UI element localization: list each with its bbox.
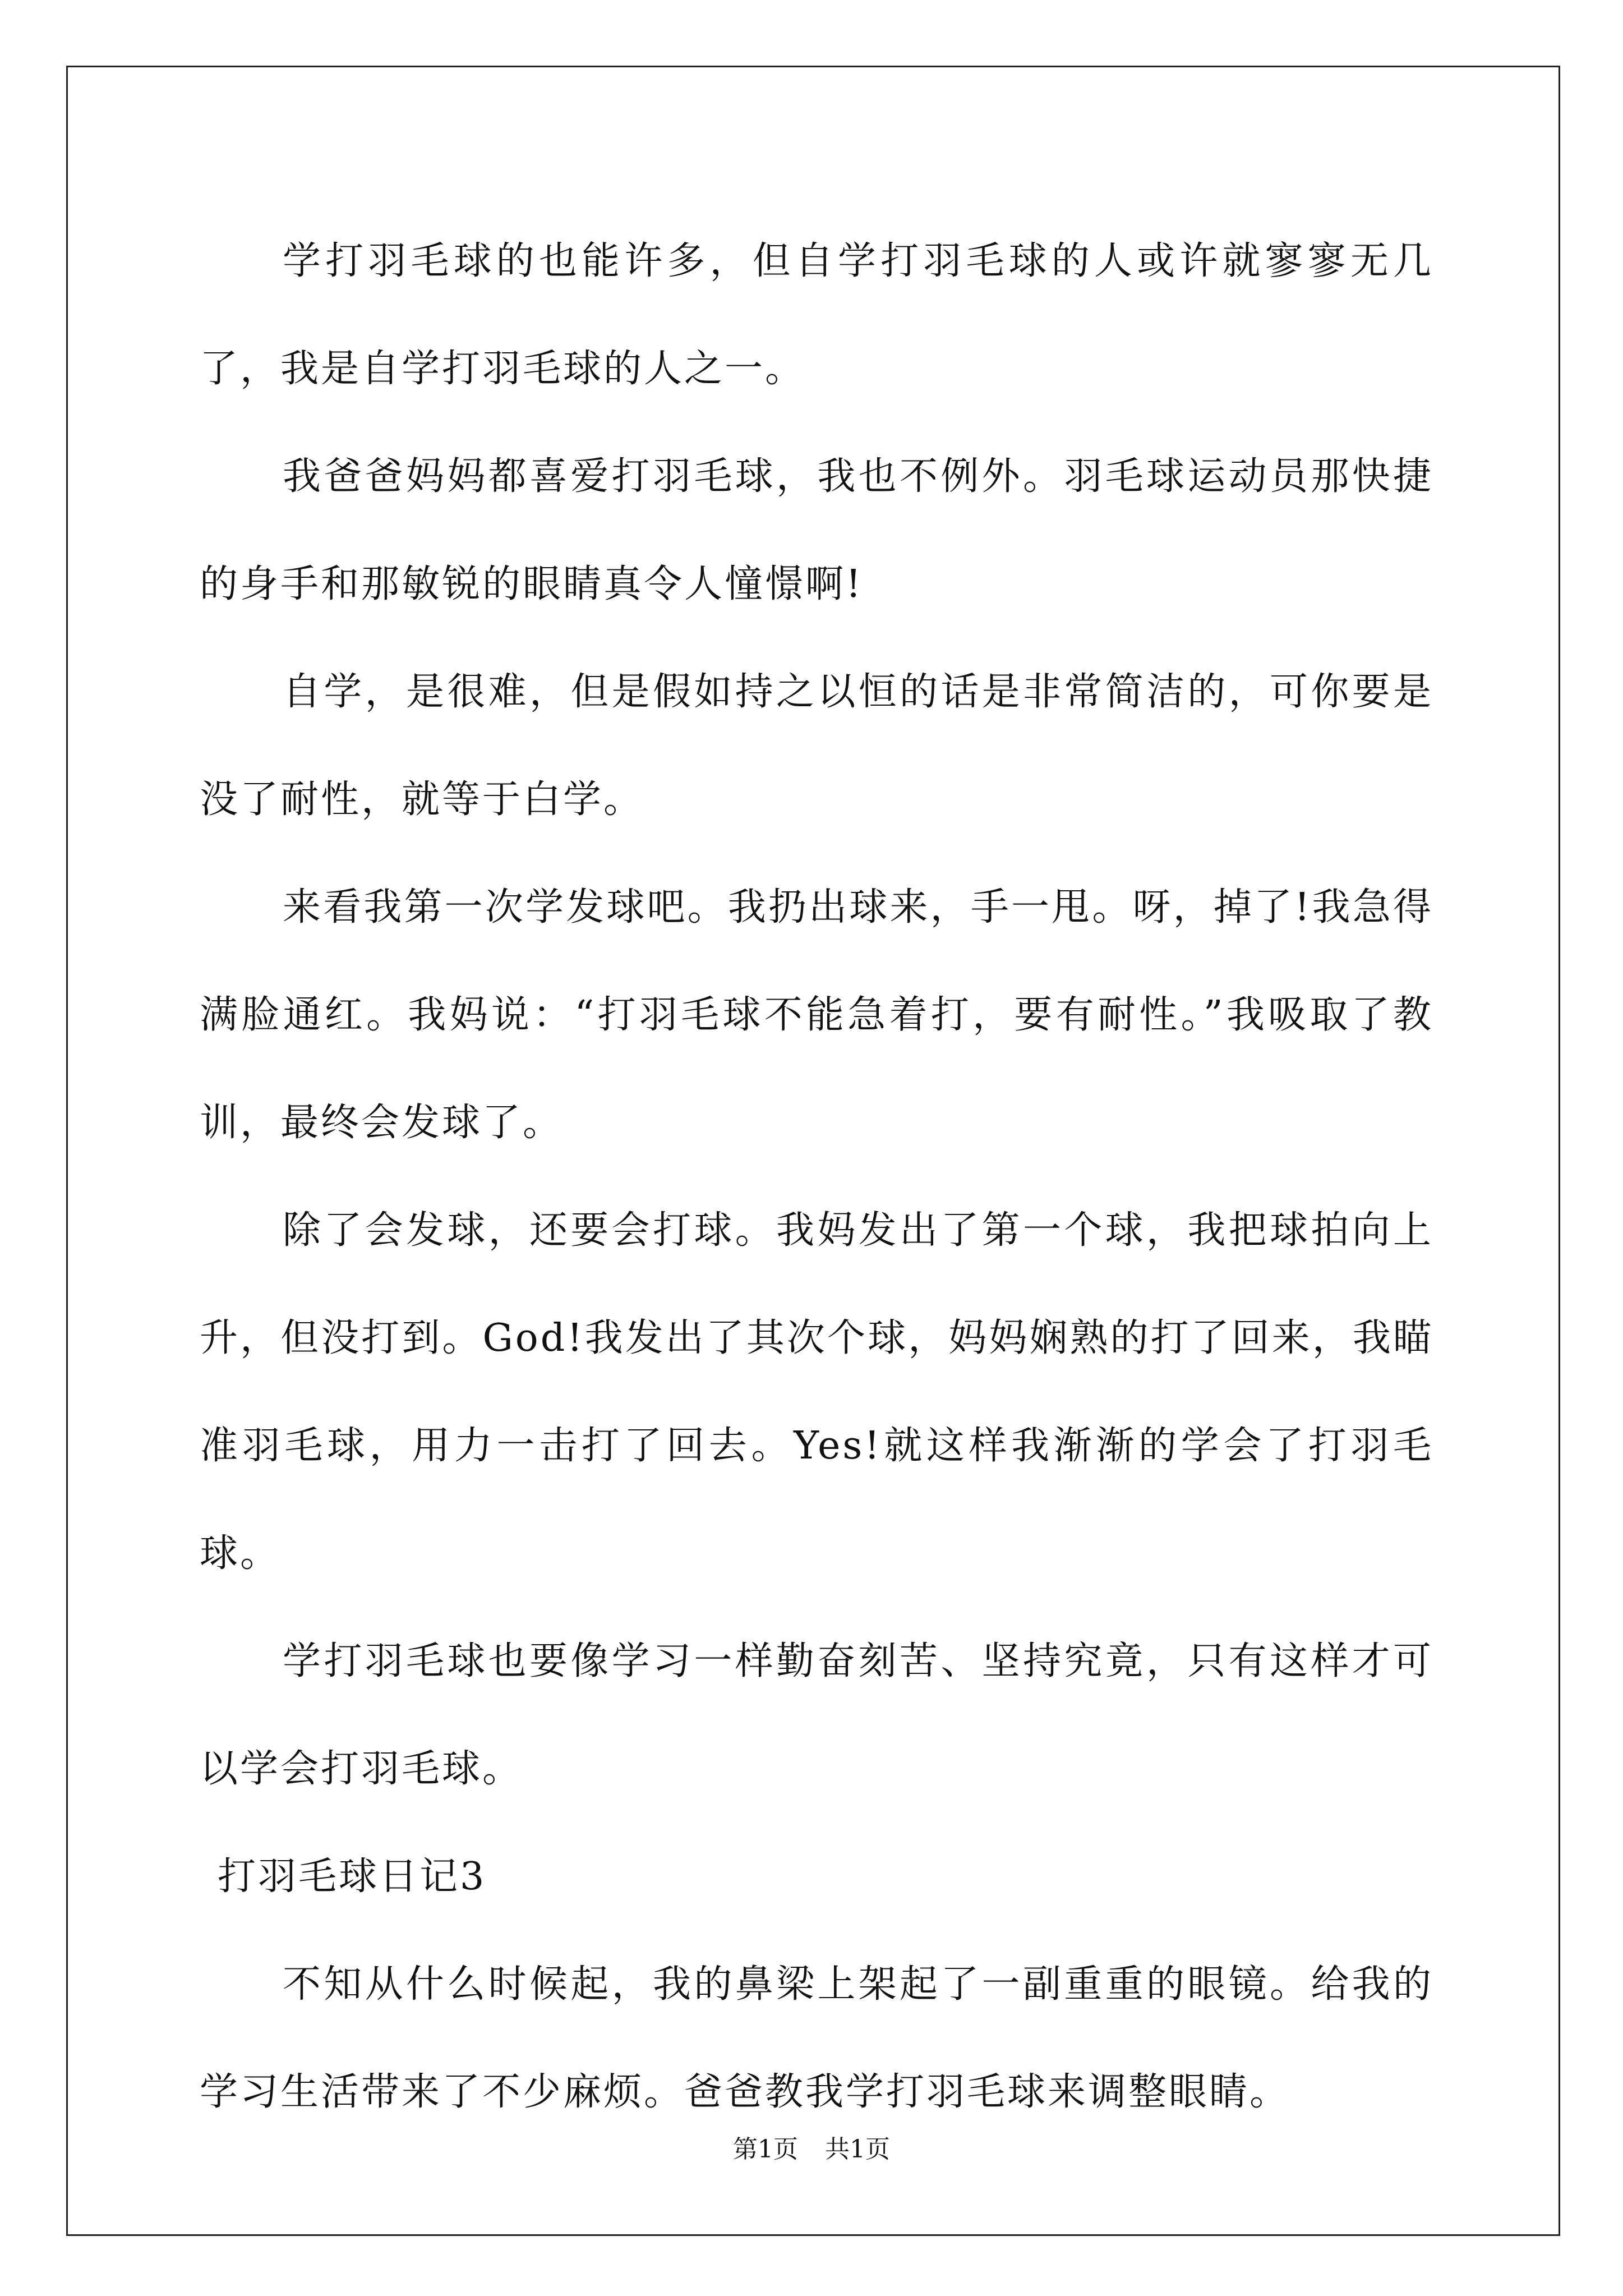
paragraph: 学打羽毛球的也能许多，但自学打羽毛球的人或许就寥寥无几了，我是自学打羽毛球的人之一。	[200, 239, 1433, 391]
page-number: 第1页	[733, 2135, 798, 2164]
section-title: 打羽毛球日记3	[218, 1855, 487, 1899]
paragraph: 不知从什么时候起，我的鼻梁上架起了一副重重的眼镜。给我的学习生活带来了不少麻烦。爸爸教我学打羽毛球来调整眼睛。	[200, 1962, 1433, 2114]
page-footer	[0, 2129, 1623, 2165]
page-total: 共1页	[825, 2135, 890, 2164]
paragraph: 我爸爸妈妈都喜爱打羽毛球，我也不例外。羽毛球运动员那快捷的身手和那敏锐的眼睛真令人憧憬啊!	[200, 454, 1433, 606]
paragraph: 来看我第一次学发球吧。我扔出球来，手一甩。呀，掉了!我急得满脸通红。我妈说：“打羽毛球不能急着打，要有耐性。”我吸取了教训，最终会发球了。	[200, 885, 1433, 1145]
paragraph: 除了会发球，还要会打球。我妈发出了第一个球，我把球拍向上升，但没打到。God!我发出了其次个球，妈妈娴熟的打了回来，我瞄准羽毛球，用力一击打了回去。Yes!就这样我渐渐的学会了打羽毛球。	[200, 1208, 1433, 1576]
document-body	[200, 208, 1433, 2146]
paragraph: 学打羽毛球也要像学习一样勤奋刻苦、坚持究竟，只有这样才可以学会打羽毛球。	[200, 1639, 1433, 1791]
paragraph: 自学，是很难，但是假如持之以恒的话是非常简洁的，可你要是没了耐性，就等于白学。	[200, 670, 1433, 822]
